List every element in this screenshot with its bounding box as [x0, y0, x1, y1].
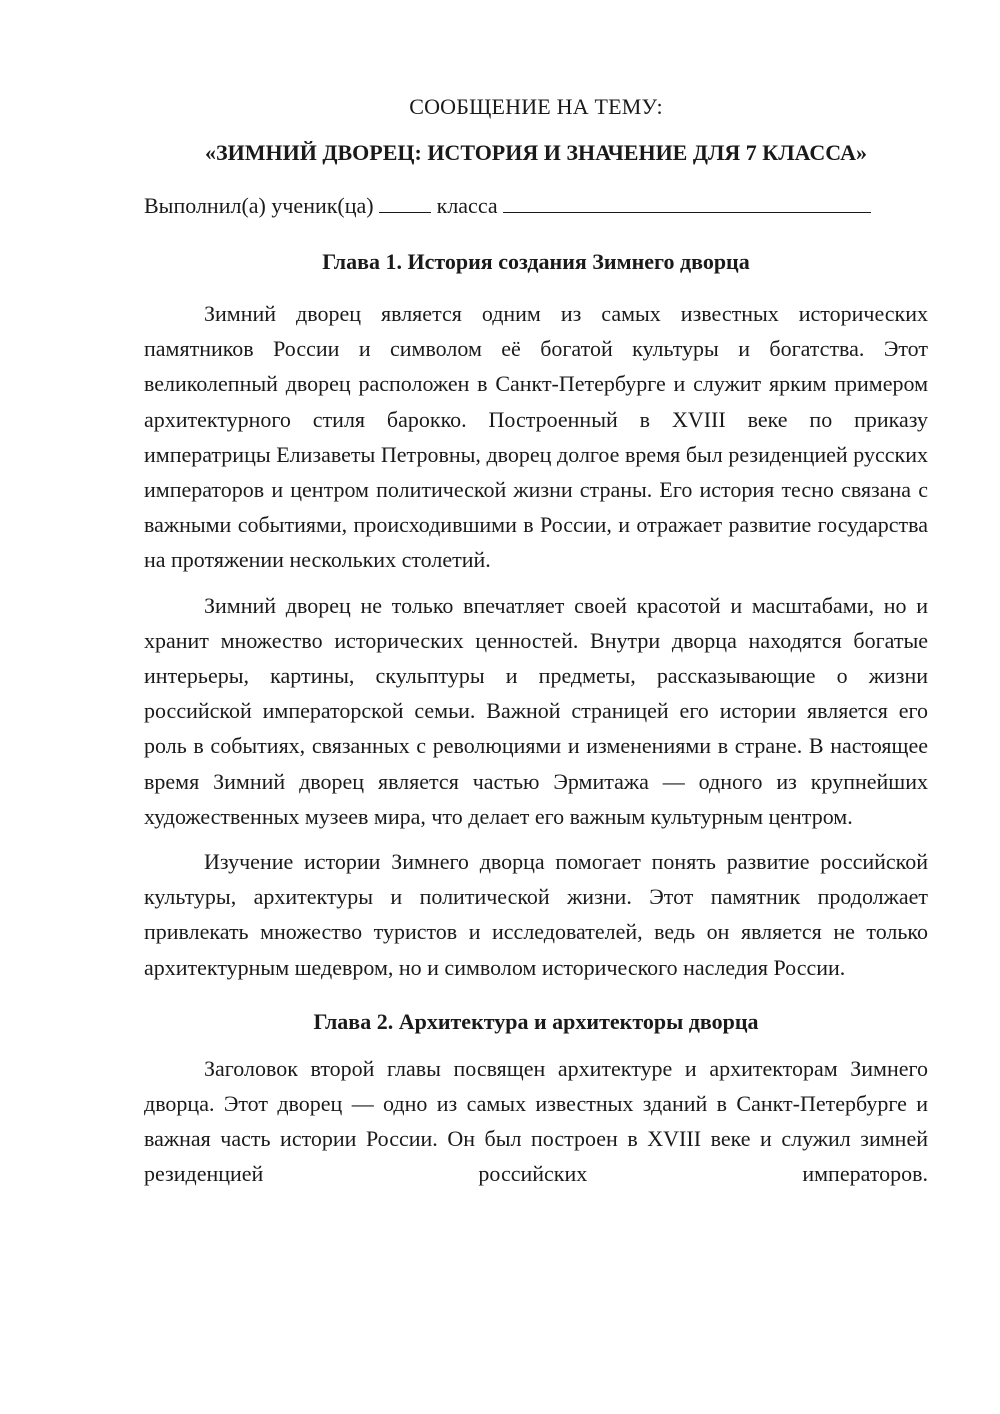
chapter-1-paragraph: Зимний дворец является одним из самых известных исторических памятников России и символом её богатой культуры и богатства. Этот великолепный дворец расположен в Санкт-Петербурге и служит ярким примером архитектурного стиля барокко. Построенный в XVIII веке по приказу императрицы Елизаветы Петровны, дворец долгое время был резиденцией русских императоров и центром политической жизни страны. Его история тесно связана с важными событиями, происходившими в России, и отражает развитие государства на протяжении нескольких столетий. [144, 301, 928, 573]
author-line [144, 190, 928, 221]
chapter-2-heading: Глава 2. Архитектура и архитекторы дворца [313, 1008, 759, 1034]
author-prefix: Выполнил(а) ученик(ца) [144, 193, 374, 218]
chapter-1-paragraph: Изучение истории Зимнего дворца помогает понять развитие российской культуры, архитектуры и политической жизни. Этот памятник продолжает привлекать множество туристов и исследователей, ведь он является не только архитектурным шедевром, но и символом исторического наследия России. [144, 849, 928, 980]
document-title: «ЗИМНИЙ ДВОРЕЦ: ИСТОРИЯ И ЗНАЧЕНИЕ ДЛЯ 7 КЛАССА» [205, 140, 867, 165]
class-number-blank[interactable] [379, 190, 431, 213]
chapter-1-paragraph: Зимний дворец не только впечатляет своей красотой и масштабами, но и хранит множество исторических ценностей. Внутри дворца находятся богатые интерьеры, картины, скульптуры и предметы, рассказывающие о жизни российской императорской семьи. Важной страницей его истории является его роль в событиях, связанных с революциями и изменениями в стране. В настоящее время Зимний дворец является частью Эрмитажа — одного из крупнейших художественных музеев мира, что делает его важным культурным центром. [144, 592, 928, 829]
document-kind: СООБЩЕНИЕ НА ТЕМУ: [409, 94, 663, 119]
author-middle: класса [436, 193, 498, 218]
chapter-1-heading: Глава 1. История создания Зимнего дворца [322, 249, 750, 274]
chapter-2-paragraph: Заголовок второй главы посвящен архитектуре и архитекторам Зимнего дворца. Этот дворец — одно из самых известных зданий в Санкт-Петербурге и важная часть истории России. Он был построен в XVIII веке и служил зимней резиденцией российских императоров. [144, 1055, 928, 1187]
document-page [144, 92, 928, 1192]
student-name-blank[interactable] [503, 190, 871, 213]
